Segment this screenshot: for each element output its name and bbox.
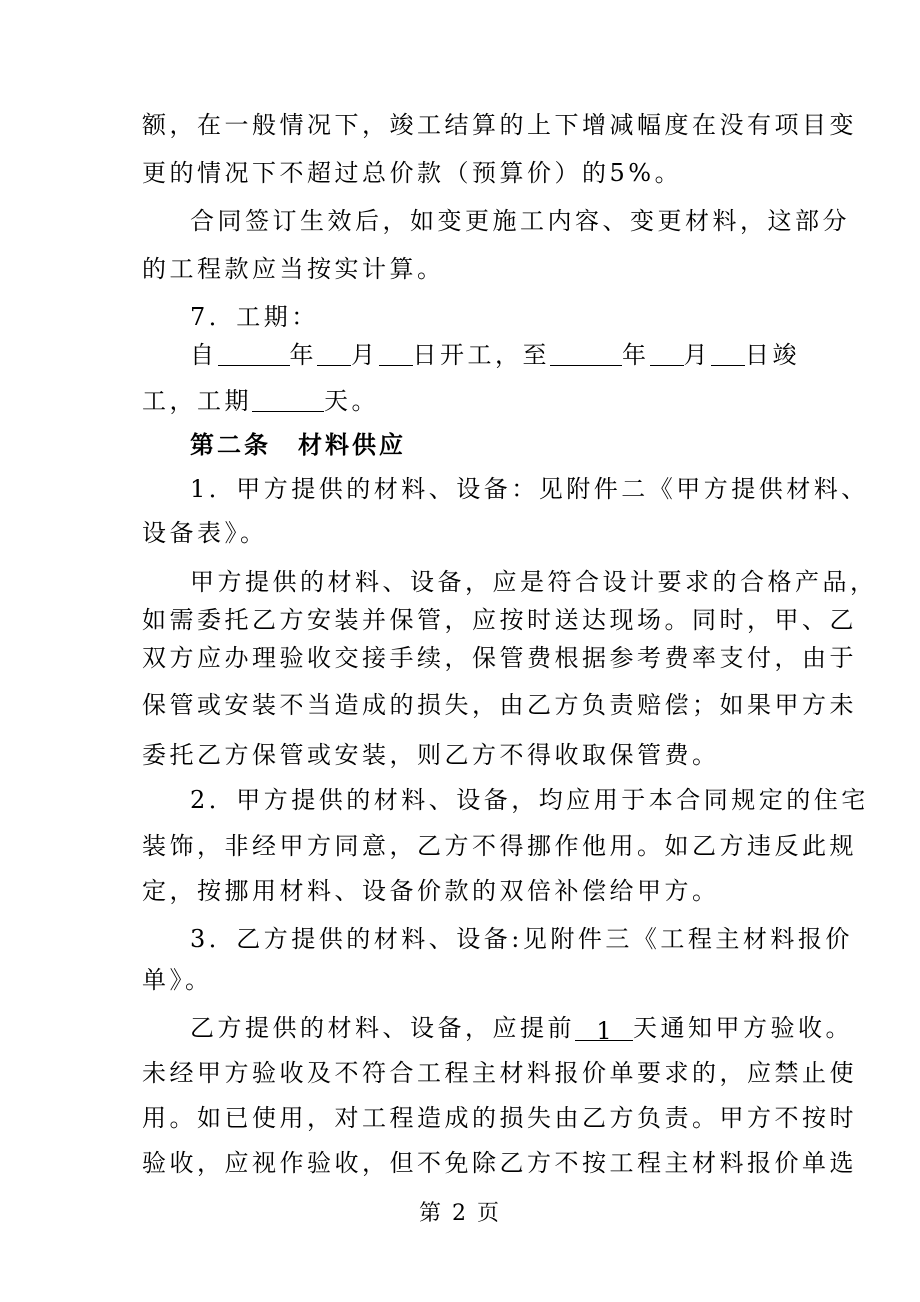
- text-line: 定，按挪用材料、设备价款的双倍补偿给甲方。: [142, 877, 720, 905]
- text-line: 2．甲方提供的材料、设备，均应用于本合同规定的住宅: [190, 786, 869, 814]
- schedule-text: 天。: [324, 387, 379, 415]
- schedule-text: 月: [683, 341, 711, 369]
- text-line: 甲方提供的材料、设备，应是符合设计要求的合格产品，: [190, 568, 878, 596]
- schedule-text: 月: [351, 341, 379, 369]
- text-line: 委托乙方保管或安装，则乙方不得收取保管费。: [142, 741, 720, 769]
- text-line: 更的情况下不超过总价款（预算价）的5%。: [142, 159, 683, 187]
- text-line: 额，在一般情况下，竣工结算的上下增减幅度在没有项目变: [142, 111, 857, 139]
- notice-text: 乙方提供的材料、设备，应提前: [190, 1014, 575, 1042]
- schedule-line-duration: [142, 386, 379, 416]
- section-heading: 第二条 材料供应: [190, 431, 406, 459]
- text-line: 设备表》。: [142, 519, 268, 547]
- schedule-text: 日竣: [745, 341, 800, 369]
- text-line: 双方应办理验收交接手续，保管费根据参考费率支付，由于: [142, 644, 857, 672]
- text-line: 1．甲方提供的材料、设备：见附件二《甲方提供材料、: [190, 475, 869, 503]
- page-number: 第 2 页: [419, 1201, 501, 1226]
- text-line: 如需委托乙方安装并保管，应按时送达现场。同时，甲、乙: [142, 606, 857, 634]
- text-line: 用。如已使用，对工程造成的损失由乙方负责。甲方不按时: [142, 1104, 857, 1132]
- schedule-line-start: [190, 340, 800, 370]
- day-blank: [711, 341, 745, 366]
- text-line: 验收，应视作验收，但不免除乙方不按工程主材料报价单选: [142, 1149, 857, 1177]
- text-line: 合同签订生效后，如变更施工内容、变更材料，这部分: [190, 207, 850, 235]
- notice-line: [190, 1013, 853, 1043]
- text-line: 装饰，非经甲方同意，乙方不得挪作他用。如乙方违反此规: [142, 832, 857, 860]
- month-blank: [317, 341, 351, 366]
- notice-text: 天通知甲方验收。: [633, 1014, 853, 1042]
- text-line: 未经甲方验收及不符合工程主材料报价单要求的，应禁止使: [142, 1059, 857, 1087]
- text-line: 3．乙方提供的材料、设备:见附件三《工程主材料报价: [190, 925, 853, 953]
- month-blank: [650, 341, 684, 366]
- schedule-text: 日开工，至: [412, 341, 550, 369]
- schedule-text: 年: [289, 341, 317, 369]
- year-blank: [550, 341, 622, 366]
- days-blank: 1: [575, 1016, 633, 1041]
- schedule-text: 年: [622, 341, 650, 369]
- text-line: 保管或安装不当造成的损失，由乙方负责赔偿；如果甲方未: [142, 691, 857, 719]
- duration-blank: [252, 387, 324, 412]
- schedule-text: 自: [190, 341, 218, 369]
- text-line: 单》。: [142, 966, 213, 994]
- day-blank: [379, 341, 413, 366]
- text-line: 的工程款应当按实计算。: [142, 255, 445, 283]
- text-line: 7．工期：: [190, 303, 319, 331]
- year-blank: [218, 341, 290, 366]
- schedule-text: 工，工期: [142, 387, 252, 415]
